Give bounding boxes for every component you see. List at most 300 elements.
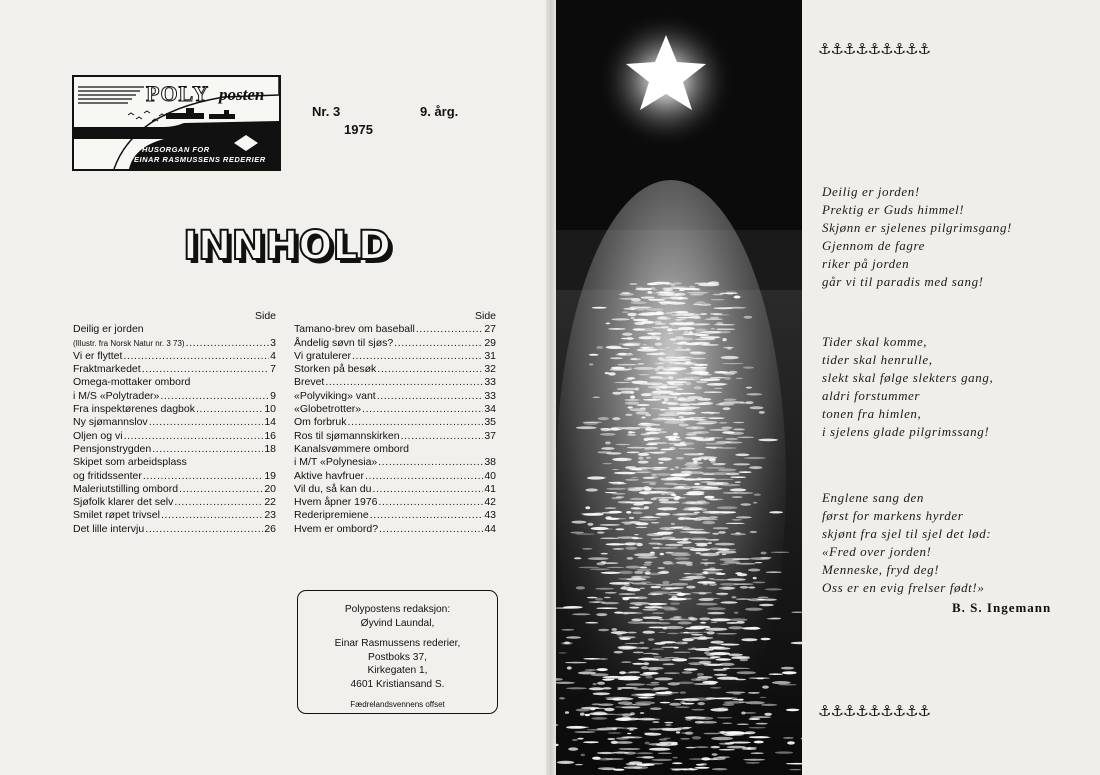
sea-ripple xyxy=(646,426,652,429)
sea-ripple xyxy=(692,431,709,434)
sea-ripple xyxy=(662,581,670,584)
sea-ripple xyxy=(715,552,720,554)
sea-ripple xyxy=(765,588,782,590)
toc-entry-page: 22 xyxy=(264,496,276,509)
sea-ripple xyxy=(630,301,646,304)
toc-entry-title: Oljen og vi xyxy=(73,429,123,442)
sea-ripple xyxy=(718,468,737,471)
toc-leader-dots xyxy=(179,483,263,496)
toc-entry xyxy=(294,323,496,336)
sea-ripple xyxy=(681,528,694,530)
toc-leader-dots xyxy=(149,416,264,429)
sea-ripple xyxy=(646,457,651,459)
sea-ripple xyxy=(678,621,692,624)
sea-ripple xyxy=(699,517,708,518)
sea-ripple xyxy=(617,482,622,484)
sea-ripple xyxy=(710,461,715,464)
sea-ripple xyxy=(678,424,688,427)
sea-ripple xyxy=(742,627,760,630)
sea-ripple xyxy=(739,471,752,473)
toc-entry-title: Kanalsvømmere ombord xyxy=(294,442,409,455)
sea-ripple xyxy=(726,692,746,694)
sea-ripple xyxy=(643,662,649,665)
sea-ripple xyxy=(652,547,661,549)
sea-ripple xyxy=(626,632,636,634)
toc-entry xyxy=(294,443,496,456)
sea-ripple xyxy=(786,709,799,712)
sea-ripple xyxy=(647,603,667,605)
sea-ripple xyxy=(719,743,733,745)
sea-ripple xyxy=(625,402,639,405)
sea-ripple xyxy=(673,433,678,436)
toc-entry xyxy=(73,456,276,469)
toc-entry xyxy=(73,416,276,429)
toc-entry xyxy=(73,323,276,336)
sea-ripple xyxy=(703,584,708,585)
sea-ripple xyxy=(576,586,585,589)
sea-ripple xyxy=(583,513,603,515)
toc-leader-dots xyxy=(401,430,484,443)
sea-ripple xyxy=(648,638,654,641)
toc-entry-page: 23 xyxy=(264,509,276,522)
toc-leader-dots xyxy=(352,350,483,363)
sea-ripple xyxy=(605,758,624,760)
sea-ripple xyxy=(717,593,729,596)
sea-ripple xyxy=(650,707,662,710)
sea-ripple xyxy=(744,316,753,319)
sea-ripple xyxy=(664,722,673,724)
sea-ripple xyxy=(698,598,714,601)
sea-ripple xyxy=(626,511,631,514)
toc-entry xyxy=(294,430,496,443)
sea-ripple xyxy=(732,519,742,521)
toc-leader-dots xyxy=(378,496,483,509)
sea-ripple xyxy=(638,374,650,375)
sea-ripple xyxy=(669,408,686,411)
sea-ripple xyxy=(697,453,704,454)
sea-ripple xyxy=(709,516,718,518)
sea-ripple xyxy=(680,768,698,770)
toc-entry-title: Storken på besøk xyxy=(294,363,377,376)
sea-ripple xyxy=(633,328,646,330)
sea-ripple xyxy=(651,476,658,479)
sea-ripple xyxy=(698,421,718,424)
sea-ripple xyxy=(595,588,614,590)
sea-ripple xyxy=(679,416,684,418)
sea-ripple xyxy=(676,561,693,564)
sea-ripple xyxy=(685,576,705,579)
poem-line: Skjønn er sjelenes pilgrimsgang! xyxy=(822,220,1012,235)
sea-ripple xyxy=(658,619,664,620)
sea-ripple xyxy=(754,493,761,496)
sea-ripple xyxy=(685,627,704,629)
sea-ripple xyxy=(639,647,649,649)
sea-ripple xyxy=(638,658,659,660)
sea-ripple xyxy=(712,753,718,756)
sea-ripple xyxy=(613,458,627,461)
sea-ripple xyxy=(789,769,801,770)
sea-ripple xyxy=(636,694,656,696)
sea-ripple xyxy=(611,497,622,499)
sea-ripple xyxy=(666,528,670,530)
sea-ripple xyxy=(722,431,735,434)
sea-ripple xyxy=(688,491,705,494)
toc-leader-dots xyxy=(161,509,263,522)
sea-ripple xyxy=(636,404,649,406)
sea-ripple xyxy=(633,688,653,689)
sea-ripple xyxy=(598,767,616,769)
sea-ripple xyxy=(704,563,708,566)
sea-ripple xyxy=(710,708,728,711)
toc-entry-page: 7 xyxy=(270,363,276,376)
sea-ripple xyxy=(566,726,586,728)
sea-ripple xyxy=(678,327,695,330)
poem-stanza-3 xyxy=(822,489,991,597)
sea-ripple xyxy=(651,408,662,409)
sea-ripple xyxy=(680,691,686,693)
sea-ripple xyxy=(583,741,599,743)
sea-ripple xyxy=(685,501,696,504)
sea-ripple xyxy=(632,512,642,515)
poem-line: Englene sang den xyxy=(822,490,925,505)
sea-ripple xyxy=(730,476,746,478)
sea-ripple xyxy=(721,427,732,430)
sea-ripple xyxy=(581,754,585,757)
sea-ripple xyxy=(658,377,668,380)
sea-ripple xyxy=(621,338,634,340)
sea-ripple xyxy=(628,367,633,370)
sea-ripple xyxy=(641,718,660,720)
polyposten-logo xyxy=(72,75,281,171)
sea-ripple xyxy=(733,422,745,423)
sea-ripple xyxy=(670,469,675,470)
sea-ripple xyxy=(644,561,653,563)
sea-ripple xyxy=(722,338,726,341)
sea-ripple xyxy=(728,654,743,657)
toc-entry-title: Om forbruk xyxy=(294,416,347,429)
sea-ripple xyxy=(697,477,702,479)
sea-ripple xyxy=(624,399,640,401)
sea-ripple xyxy=(727,578,746,581)
sea-ripple xyxy=(734,612,738,614)
sea-ripple xyxy=(655,513,670,516)
sea-ripple xyxy=(762,686,769,689)
poem-line: Oss er en evig frelser født!» xyxy=(822,580,985,595)
sea-ripple xyxy=(680,288,700,290)
sea-ripple xyxy=(630,498,645,501)
sea-ripple xyxy=(599,528,613,529)
sea-ripple xyxy=(697,717,714,720)
sea-ripple xyxy=(674,357,685,359)
sea-ripple xyxy=(700,481,715,482)
sea-ripple xyxy=(629,364,639,365)
sea-ripple xyxy=(640,712,644,714)
toc-entry xyxy=(294,483,496,496)
sea-ripple xyxy=(744,457,766,459)
sea-ripple xyxy=(606,323,610,325)
sea-ripple xyxy=(648,336,661,339)
toc-entry-title: Sjøfolk klarer det selv xyxy=(73,496,174,509)
sea-ripple xyxy=(673,616,682,618)
sea-ripple xyxy=(612,697,633,700)
sea-ripple xyxy=(597,682,605,685)
sea-ripple xyxy=(675,336,684,339)
sea-ripple xyxy=(652,693,673,696)
sea-ripple xyxy=(620,391,634,394)
sea-ripple xyxy=(717,328,736,330)
sea-ripple xyxy=(629,671,641,673)
sea-ripple xyxy=(724,399,737,401)
toc-entry-title: Ros til sjømannskirken xyxy=(294,429,400,442)
sea-ripple xyxy=(709,418,724,419)
sea-ripple xyxy=(637,307,652,309)
sea-ripple xyxy=(642,584,662,586)
sea-ripple xyxy=(611,367,625,370)
sea-ripple xyxy=(661,401,672,404)
sea-ripple xyxy=(621,736,635,738)
sea-ripple xyxy=(601,447,614,450)
sea-ripple xyxy=(595,714,617,716)
sea-ripple xyxy=(631,358,638,360)
sea-ripple xyxy=(734,296,741,299)
sea-ripple xyxy=(750,557,770,560)
sea-ripple xyxy=(703,521,716,524)
poem-line: skjønt fra sjel til sjel det lød: xyxy=(822,526,992,541)
sea-ripple xyxy=(665,724,671,726)
sea-ripple xyxy=(582,422,602,423)
sea-ripple xyxy=(745,731,756,734)
sea-ripple xyxy=(787,741,795,744)
sea-ripple xyxy=(709,646,723,648)
sea-ripple xyxy=(670,338,677,341)
sea-ripple xyxy=(696,764,704,766)
sea-ripple xyxy=(659,739,668,741)
toc-entry-title: Hvem åpner 1976 xyxy=(294,496,378,509)
sea-ripple xyxy=(618,678,639,681)
sea-ripple xyxy=(674,444,688,447)
sea-ripple xyxy=(714,388,723,389)
sea-ripple xyxy=(766,571,782,573)
sea-ripple xyxy=(691,358,706,359)
sea-ripple xyxy=(710,618,731,621)
sea-ripple xyxy=(667,328,673,331)
sea-ripple xyxy=(712,533,719,535)
toc-entry-title: og fritidssenter xyxy=(73,469,142,482)
sea-ripple xyxy=(653,469,662,471)
sea-ripple xyxy=(618,748,640,750)
sea-ripple xyxy=(732,558,751,560)
sea-ripple xyxy=(715,573,725,575)
sea-ripple xyxy=(611,631,628,634)
toc-leader-dots xyxy=(160,390,269,403)
sea-ripple xyxy=(643,452,653,453)
toc-leader-dots xyxy=(379,523,483,536)
sea-ripple xyxy=(688,657,709,659)
sea-ripple xyxy=(589,687,604,690)
toc-left-list xyxy=(73,323,276,536)
sea-ripple xyxy=(716,643,734,644)
toc-entry-page: 32 xyxy=(484,363,496,376)
poem-line: slekt skal følge slekters gang, xyxy=(822,370,994,385)
toc-entry-page: 10 xyxy=(264,403,276,416)
toc-entry xyxy=(294,337,496,350)
editorial-line: Einar Rasmussens rederier, xyxy=(334,638,461,650)
sea-ripple xyxy=(689,618,697,621)
toc-entry xyxy=(73,337,276,350)
sea-ripple xyxy=(595,598,603,601)
page-gutter xyxy=(546,0,556,775)
sea-ripple xyxy=(681,382,685,384)
sea-ripple xyxy=(709,499,718,501)
toc-entry xyxy=(294,363,496,376)
sea-ripple xyxy=(737,437,755,439)
toc-entry xyxy=(73,443,276,456)
sea-ripple xyxy=(602,512,618,514)
toc-side-label: Side xyxy=(254,310,276,322)
sea-ripple xyxy=(693,460,697,463)
sea-ripple xyxy=(665,284,673,285)
sea-ripple xyxy=(715,482,729,485)
sea-ripple xyxy=(603,562,619,564)
toc-entry-title: Vil du, så kan du xyxy=(294,482,372,495)
sea-ripple xyxy=(628,488,643,491)
sea-ripple xyxy=(725,438,738,441)
sea-ripple xyxy=(596,613,607,616)
sea-ripple xyxy=(592,397,600,398)
toc-entry-page: 20 xyxy=(264,482,276,495)
sea-ripple xyxy=(769,673,783,675)
sea-ripple xyxy=(633,504,644,506)
sea-ripple xyxy=(665,544,684,546)
sea-ripple xyxy=(695,552,701,554)
sea-ripple xyxy=(652,654,660,655)
sea-ripple xyxy=(634,534,639,535)
contents-heading: INNHOLD xyxy=(183,223,392,269)
sea-ripple xyxy=(664,411,685,414)
sea-ripple xyxy=(746,762,761,763)
sea-ripple xyxy=(680,738,690,740)
sea-ripple xyxy=(722,554,727,555)
sea-ripple xyxy=(750,406,764,409)
sea-ripple xyxy=(746,393,762,395)
sea-ripple xyxy=(612,548,624,550)
sea-ripple xyxy=(675,706,690,708)
sea-ripple xyxy=(695,767,710,769)
sea-ripple xyxy=(638,697,655,699)
toc-entry-title: Pensjonstrygden xyxy=(73,442,152,455)
sea-ripple xyxy=(682,638,694,641)
sea-ripple xyxy=(781,667,794,670)
sea-ripple xyxy=(637,556,657,558)
sea-ripple xyxy=(653,656,662,658)
sea-ripple xyxy=(710,622,717,623)
sea-ripple xyxy=(705,758,718,760)
toc-entry xyxy=(294,376,496,389)
sea-ripple xyxy=(636,527,648,528)
toc-entry-page: 38 xyxy=(484,456,496,469)
sea-ripple xyxy=(627,377,635,379)
sea-ripple xyxy=(687,292,708,294)
sea-ripple xyxy=(664,672,680,674)
sea-ripple xyxy=(648,386,667,389)
sea-ripple xyxy=(647,288,652,290)
sea-ripple xyxy=(589,363,594,365)
sea-ripple xyxy=(719,749,735,751)
sea-ripple xyxy=(629,517,634,519)
sea-ripple xyxy=(597,752,615,754)
sea-ripple xyxy=(732,596,737,598)
sea-ripple xyxy=(748,586,755,588)
issue-volume: 9. årg. xyxy=(420,104,459,119)
sea-ripple xyxy=(741,638,757,641)
sea-ripple xyxy=(605,441,611,444)
sea-ripple xyxy=(696,603,718,606)
sea-ripple xyxy=(617,536,637,538)
sea-ripple xyxy=(619,637,630,640)
sea-ripple xyxy=(577,738,583,740)
sea-ripple xyxy=(665,347,669,348)
sea-ripple xyxy=(571,521,586,524)
poem-stanza-1 xyxy=(822,183,1012,291)
sea-ripple xyxy=(615,714,634,716)
sea-ripple xyxy=(593,683,597,685)
sea-ripple xyxy=(661,449,674,451)
sea-ripple xyxy=(634,719,642,720)
sea-ripple xyxy=(567,666,572,669)
sea-ripple xyxy=(714,307,734,309)
sea-ripple xyxy=(610,357,623,359)
sea-ripple xyxy=(597,668,608,671)
sea-ripple xyxy=(672,757,678,759)
sea-ripple xyxy=(772,681,791,684)
sea-ripple xyxy=(648,299,666,301)
sea-ripple xyxy=(706,467,725,468)
sea-ripple xyxy=(693,386,702,389)
sea-ripple xyxy=(640,642,645,644)
sea-ripple xyxy=(690,378,700,379)
sea-ripple xyxy=(668,302,686,305)
poem-line: Gjennom de fagre xyxy=(822,238,925,253)
sea-ripple xyxy=(632,663,644,665)
sea-ripple xyxy=(658,458,672,461)
toc-entry xyxy=(73,483,276,496)
sea-ripple xyxy=(642,344,647,345)
sea-ripple xyxy=(698,702,705,705)
toc-leader-dots xyxy=(372,483,483,496)
sea-ripple xyxy=(683,478,698,480)
poem-line: tider skal henrulle, xyxy=(822,352,933,367)
sea-ripple xyxy=(709,548,722,551)
sea-ripple xyxy=(648,291,653,294)
sea-ripple xyxy=(673,484,688,485)
sea-ripple xyxy=(699,378,720,381)
sea-ripple xyxy=(730,533,746,535)
sea-ripple xyxy=(629,283,637,285)
sea-ripple xyxy=(592,307,607,309)
sea-ripple xyxy=(775,751,793,753)
sea-ripple xyxy=(557,761,574,764)
toc-entry-page: 40 xyxy=(484,469,496,482)
sea-ripple xyxy=(606,488,626,490)
sea-ripple xyxy=(666,588,674,590)
sea-ripple xyxy=(649,728,660,730)
sea-ripple xyxy=(723,401,745,403)
sea-ripple xyxy=(723,407,731,410)
toc-leader-dots xyxy=(362,403,483,416)
sea-ripple xyxy=(720,564,729,565)
sea-ripple xyxy=(679,403,690,406)
toc-entry xyxy=(73,470,276,483)
